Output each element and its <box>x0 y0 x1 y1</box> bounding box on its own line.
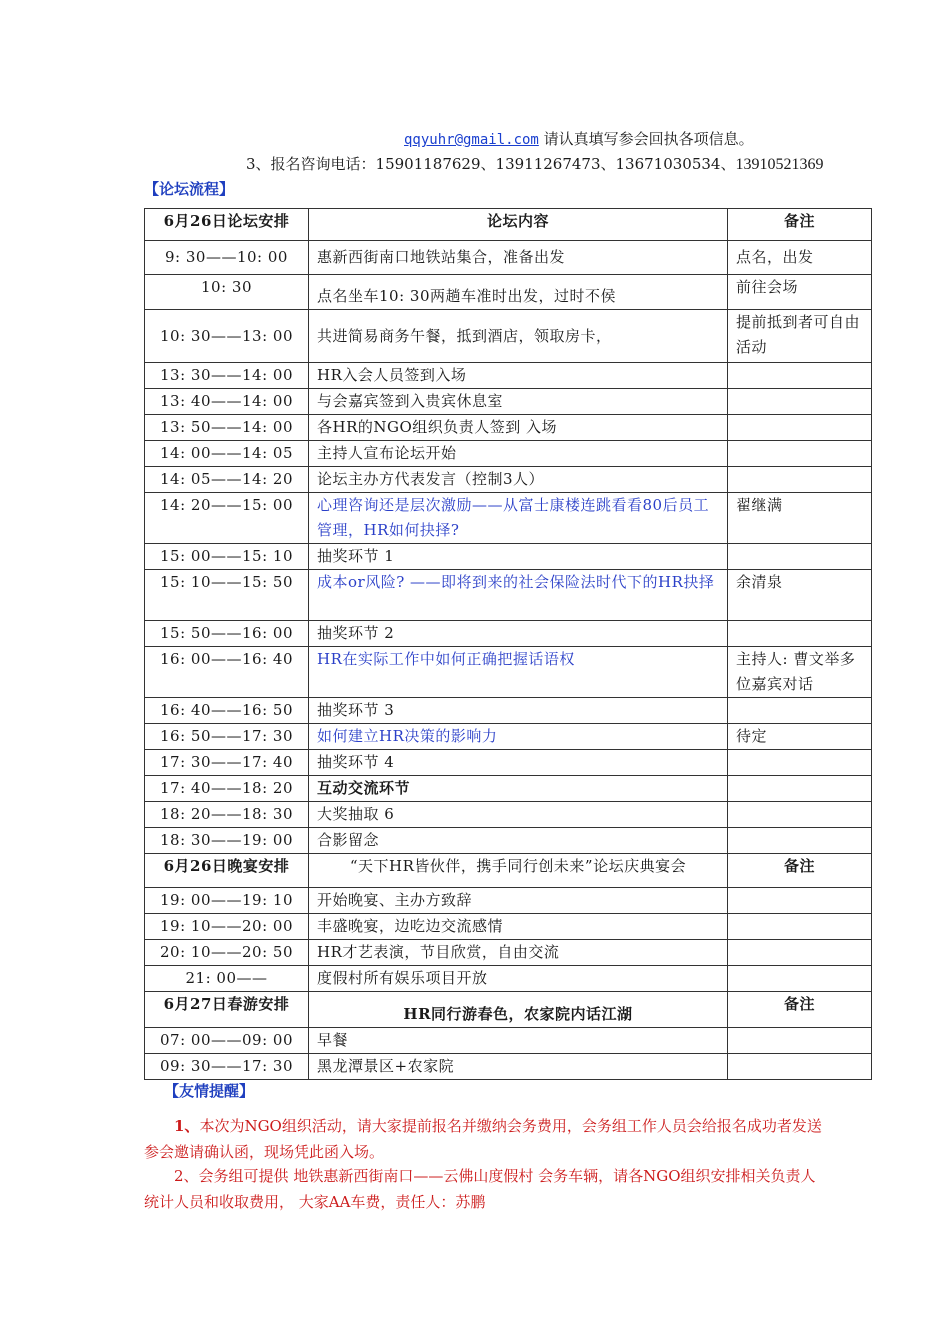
note-cell <box>728 1054 872 1080</box>
banquet-header-row <box>145 854 872 888</box>
content-cell: HR才艺表演，节目欣赏，自由交流 <box>309 940 728 966</box>
time-cell: 09: 30——17: 30 <box>145 1054 309 1080</box>
email-instruction: 请认真填写参会回执各项信息。 <box>538 130 754 148</box>
content-cell: 度假村所有娱乐项目开放 <box>309 966 728 992</box>
content-cell: 黑龙潭景区+农家院 <box>309 1054 728 1080</box>
note-cell <box>728 698 872 724</box>
note-cell <box>728 750 872 776</box>
time-cell: 14: 05——14: 20 <box>145 467 309 493</box>
table-row <box>145 966 872 992</box>
time-cell: 10: 30——13: 00 <box>145 310 309 363</box>
content-cell: 共进简易商务午餐，抵到酒店，领取房卡， <box>309 310 728 363</box>
table-row <box>145 415 872 441</box>
note-cell: 提前抵到者可自由活动 <box>728 310 872 363</box>
content-cell: 抽奖环节 3 <box>309 698 728 724</box>
reminder-number: 2、 <box>174 1167 199 1185</box>
time-cell: 15: 10——15: 50 <box>145 570 309 621</box>
email-line <box>404 128 754 149</box>
note-cell <box>728 467 872 493</box>
email-link[interactable]: qqyuhr@gmail.com <box>404 132 539 148</box>
table-row <box>145 724 872 750</box>
table-row <box>145 570 872 621</box>
reminder-number: 1、 <box>174 1117 200 1135</box>
note-cell: 翟继满 <box>728 493 872 544</box>
note-cell <box>728 1028 872 1054</box>
phone-prefix: 3、报名咨询电话：15901187629、13911267473、13671030534、 <box>246 155 736 173</box>
time-cell: 9: 30——10: 00 <box>145 241 309 275</box>
time-cell: 21: 00—— <box>145 966 309 992</box>
phone-last: 13910521369 <box>735 156 824 173</box>
content-cell: 大奖抽取 6 <box>309 802 728 828</box>
note-cell <box>728 940 872 966</box>
reminder-1 <box>144 1113 824 1165</box>
table-row <box>145 802 872 828</box>
spring-header-row <box>145 992 872 1028</box>
note-cell: 主持人: 曹文举多位嘉宾对话 <box>728 647 872 698</box>
content-cell: 点名坐车10: 30两趟车准时出发，过时不侯 <box>309 275 728 310</box>
time-cell: 19: 10——20: 00 <box>145 914 309 940</box>
note-cell <box>728 441 872 467</box>
content-cell: 与会嘉宾签到入贵宾休息室 <box>309 389 728 415</box>
content-cell: 各HR的NGO组织负责人签到 入场 <box>309 415 728 441</box>
content-cell: 开始晚宴、主办方致辞 <box>309 888 728 914</box>
note-cell <box>728 966 872 992</box>
content-cell: 合影留念 <box>309 828 728 854</box>
time-cell: 13: 30——14: 00 <box>145 363 309 389</box>
content-cell: 成本or风险? ——即将到来的社会保险法时代下的HR抉择 <box>309 570 728 621</box>
table-row <box>145 389 872 415</box>
schedule-table <box>144 208 872 1080</box>
content-cell: 主持人宣布论坛开始 <box>309 441 728 467</box>
table-row <box>145 750 872 776</box>
time-cell: 14: 00——14: 05 <box>145 441 309 467</box>
table-row <box>145 275 872 310</box>
note-cell <box>728 544 872 570</box>
header-cell: 6月26日论坛安排 <box>145 209 309 241</box>
note-cell: 前往会场 <box>728 275 872 310</box>
header-cell: 6月27日春游安排 <box>145 992 309 1028</box>
note-cell <box>728 415 872 441</box>
forum-header-row <box>145 209 872 241</box>
content-cell: HR入会人员签到入场 <box>309 363 728 389</box>
content-cell: 如何建立HR决策的影响力 <box>309 724 728 750</box>
content-cell: 抽奖环节 2 <box>309 621 728 647</box>
content-cell: 心理咨询还是层次激励——从富士康楼连跳看看80后员工管理，HR如何抉择? <box>309 493 728 544</box>
table-row <box>145 544 872 570</box>
time-cell: 18: 30——19: 00 <box>145 828 309 854</box>
time-cell: 20: 10——20: 50 <box>145 940 309 966</box>
note-cell: 待定 <box>728 724 872 750</box>
header-cell: “天下HR皆伙伴，携手同行创未来”论坛庆典宴会 <box>309 854 728 888</box>
header-cell: HR同行游春色，农家院内话江湖 <box>309 992 728 1028</box>
note-cell: 点名，出发 <box>728 241 872 275</box>
table-row <box>145 940 872 966</box>
table-row <box>145 241 872 275</box>
table-row <box>145 621 872 647</box>
time-cell: 17: 30——17: 40 <box>145 750 309 776</box>
note-cell <box>728 389 872 415</box>
table-row <box>145 698 872 724</box>
time-cell: 16: 50——17: 30 <box>145 724 309 750</box>
note-cell <box>728 828 872 854</box>
header-cell: 备注 <box>728 854 872 888</box>
content-cell: HR在实际工作中如何正确把握话语权 <box>309 647 728 698</box>
time-cell: 15: 00——15: 10 <box>145 544 309 570</box>
reminder-text: 本次为NGO组织活动，请大家提前报名并缴纳会务费用，会务组工作人员会给报名成功者发送参会邀请确认函，现场凭此函入场。 <box>144 1117 822 1161</box>
table-row <box>145 467 872 493</box>
table-row <box>145 1054 872 1080</box>
time-cell: 17: 40——18: 20 <box>145 776 309 802</box>
note-cell <box>728 888 872 914</box>
time-cell: 16: 00——16: 40 <box>145 647 309 698</box>
section-title-flow: 【论坛流程】 <box>144 180 235 198</box>
time-cell: 07: 00——09: 00 <box>145 1028 309 1054</box>
content-cell: 惠新西街南口地铁站集合，准备出发 <box>309 241 728 275</box>
content-cell: 抽奖环节 4 <box>309 750 728 776</box>
note-cell: 余清泉 <box>728 570 872 621</box>
header-cell: 备注 <box>728 992 872 1028</box>
table-row <box>145 441 872 467</box>
note-cell <box>728 914 872 940</box>
content-cell: 早餐 <box>309 1028 728 1054</box>
table-row <box>145 776 872 802</box>
header-cell: 备注 <box>728 209 872 241</box>
time-cell: 16: 40——16: 50 <box>145 698 309 724</box>
header-cell: 6月26日晚宴安排 <box>145 854 309 888</box>
content-cell: 丰盛晚宴，边吃边交流感情 <box>309 914 728 940</box>
time-cell: 13: 50——14: 00 <box>145 415 309 441</box>
content-cell: 互动交流环节 <box>309 776 728 802</box>
table-row <box>145 888 872 914</box>
table-row <box>145 493 872 544</box>
time-cell: 10: 30 <box>145 275 309 310</box>
time-cell: 14: 20——15: 00 <box>145 493 309 544</box>
note-cell <box>728 621 872 647</box>
section-title-reminder: 【友情提醒】 <box>164 1082 255 1100</box>
reminder-2 <box>144 1163 824 1215</box>
time-cell: 19: 00——19: 10 <box>145 888 309 914</box>
header-cell: 论坛内容 <box>309 209 728 241</box>
note-cell <box>728 363 872 389</box>
content-cell: 抽奖环节 1 <box>309 544 728 570</box>
time-cell: 13: 40——14: 00 <box>145 389 309 415</box>
content-cell: 论坛主办方代表发言（控制3人） <box>309 467 728 493</box>
table-row <box>145 828 872 854</box>
table-row <box>145 1028 872 1054</box>
reminder-text: 会务组可提供 地铁惠新西街南口——云佛山度假村 会务车辆，请各NGO组织安排相关负责人统计人员和收取费用， 大家AA车费，责任人：苏鹏 <box>144 1167 816 1211</box>
note-cell <box>728 776 872 802</box>
time-cell: 15: 50——16: 00 <box>145 621 309 647</box>
phone-line <box>246 153 823 174</box>
table-row <box>145 363 872 389</box>
table-row <box>145 647 872 698</box>
time-cell: 18: 20——18: 30 <box>145 802 309 828</box>
table-row <box>145 914 872 940</box>
note-cell <box>728 802 872 828</box>
table-row <box>145 310 872 363</box>
